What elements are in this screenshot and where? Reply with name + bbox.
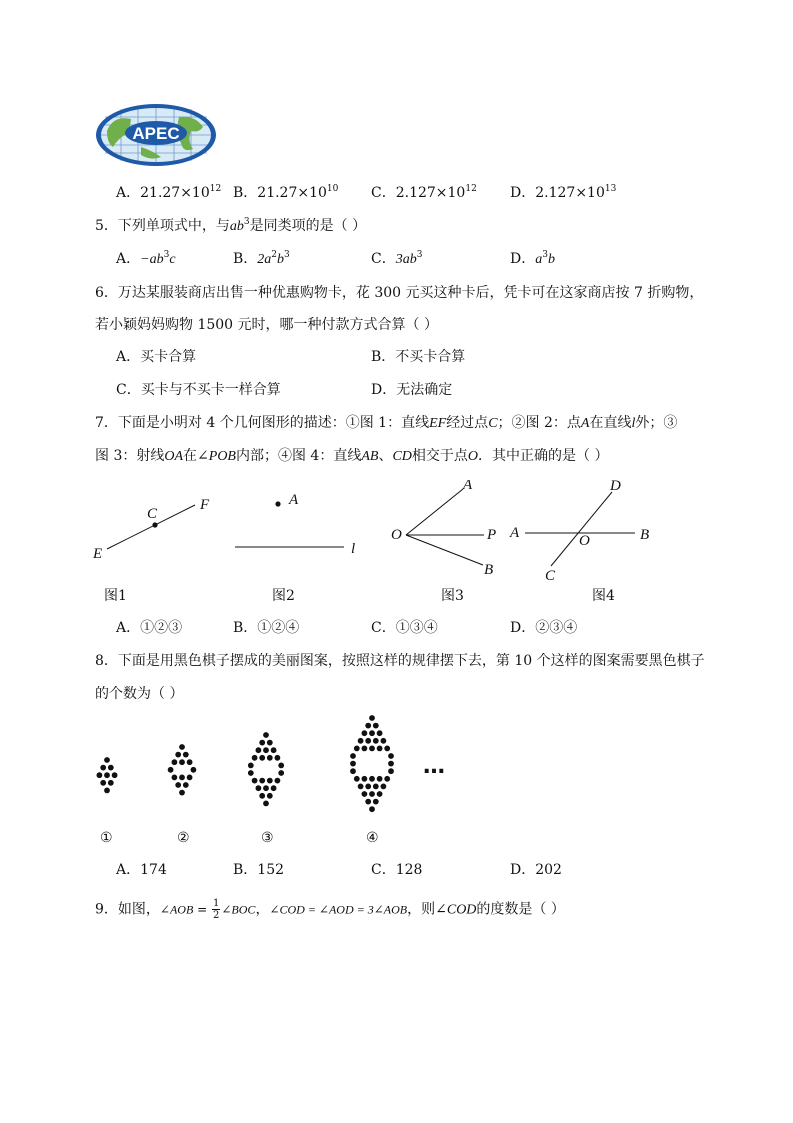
q7-stem-line2: 图 3：射线OA在∠POB内部；④图 4：直线AB、CD相交于点O．其中正确的是（ ） (95, 448, 609, 464)
pattern-3-stone (256, 747, 262, 753)
pattern-3-stone (248, 770, 254, 776)
pattern-2-stone (179, 775, 185, 781)
q9-stem: 9．如图，∠AOB = $\frac{1}{2}$ ∠BOC，∠COD = ∠AOD = 3∠AOB，则∠COD的度数是（ ） (95, 898, 565, 921)
pattern-3-stone (267, 793, 273, 799)
pattern-2-stone (179, 790, 185, 796)
fig4-label-o: O (579, 533, 590, 549)
pattern-3-stone (263, 747, 269, 753)
fig2-caption: 图2 (272, 588, 295, 604)
q4-option-d[interactable]: D．$2.127\times 10^{13}$ (510, 184, 617, 201)
fig4-label-c: C (545, 568, 556, 584)
pattern-4-stone (365, 799, 371, 805)
pattern-4-stone (365, 723, 371, 729)
pattern-2-stone (175, 782, 181, 788)
q4-option-a[interactable]: A．$21.27\times 10^{12}$ (116, 184, 222, 201)
pattern-1-stone (108, 765, 114, 771)
fig3-label-o: O (391, 527, 402, 543)
q7-stem-line1: 7．下面是小明对 4 个几何图形的描述：①图 1：直线EF经过点C；②图 2：点A在直线l外；③ (95, 415, 678, 431)
pattern-4-stone (362, 776, 368, 782)
pattern-label-2: ② (177, 830, 190, 846)
pattern-3-stone (271, 785, 277, 791)
fig1-label-e: E (93, 546, 103, 562)
pattern-4-stone (365, 738, 371, 744)
pattern-3-stone (267, 778, 273, 784)
fig3-ray-oa (406, 489, 463, 535)
pattern-3-stone (252, 778, 258, 784)
pattern-label-4: ④ (366, 830, 379, 846)
fig2-point-a (275, 501, 280, 506)
pattern-3-stone (259, 778, 265, 784)
q6-option-d[interactable]: D．无法确定 (371, 382, 453, 398)
pattern-4-stone (381, 784, 387, 790)
pattern-2-stone (179, 759, 185, 765)
pattern-4-stone (362, 791, 368, 797)
pattern-4-stone (388, 753, 394, 759)
q8-option-b[interactable]: B．152 (233, 862, 285, 878)
pattern-3-stone (275, 755, 281, 761)
q7-option-c[interactable]: C．①③④ (371, 620, 438, 636)
pattern-4-stone (377, 791, 383, 797)
pattern-3-stone (259, 793, 265, 799)
pattern-4-stone (362, 746, 368, 752)
fig4-label-b: B (640, 527, 650, 543)
fig1-point-c (152, 522, 157, 527)
pattern-2-stone (191, 767, 197, 773)
pattern-4-stone (377, 746, 383, 752)
pattern-4-stone (369, 730, 375, 736)
q6-option-a[interactable]: A．买卡合算 (116, 349, 197, 365)
q7-option-d[interactable]: D．②③④ (510, 620, 578, 636)
fig3-ray-ob (406, 535, 483, 565)
pattern-3-stone (278, 770, 284, 776)
pattern-4-stone (373, 738, 379, 744)
pattern-1-stone (100, 765, 106, 771)
pattern-1-stone (104, 757, 110, 763)
q6-option-b[interactable]: B．不买卡合算 (371, 349, 466, 365)
pattern-4-stone (377, 730, 383, 736)
pattern-label-3: ③ (261, 830, 274, 846)
pattern-3-stone (267, 740, 273, 746)
fig4-line-cd (551, 492, 612, 566)
pattern-label-1: ① (100, 830, 113, 846)
pattern-1-stone (100, 780, 106, 786)
fig1-label-c: C (147, 506, 158, 522)
fig1-caption: 图1 (104, 588, 127, 604)
pattern-4-stone (350, 753, 356, 759)
pattern-2-stone (183, 782, 189, 788)
pattern-4-stone (369, 806, 375, 812)
pattern-1-stone (104, 772, 110, 778)
pattern-4-stone (369, 715, 375, 721)
pattern-4-stone (388, 761, 394, 767)
pattern-3-stone (259, 755, 265, 761)
fig3-label-b: B (484, 562, 494, 578)
pattern-4-stone (350, 768, 356, 774)
pattern-3-stone (263, 785, 269, 791)
pattern-2-stone (172, 775, 178, 781)
q8-stem-line1: 8．下面是用黑色棋子摆成的美丽图案，按照这样的规律摆下去，第 10 个这样的图案需要黑色棋子 (95, 653, 705, 669)
fig4-label-a: A (510, 525, 520, 541)
pattern-4-stone (373, 799, 379, 805)
pattern-4-stone (365, 784, 371, 790)
pattern-4-stone (354, 746, 360, 752)
q5-option-a[interactable]: A．$-ab^3c$ (116, 250, 176, 267)
pattern-4-stone (384, 776, 390, 782)
q8-option-a[interactable]: A．174 (116, 862, 167, 878)
pattern-4-stone (381, 738, 387, 744)
pattern-3-stone (259, 740, 265, 746)
pattern-4-stone (373, 784, 379, 790)
q9-fraction: $\frac{1}{2}$ (213, 898, 220, 921)
pattern-4-stone (354, 776, 360, 782)
pattern-3-stone (263, 732, 269, 738)
pattern-1-stone (112, 772, 118, 778)
q4-option-c[interactable]: C．$2.127\times 10^{12}$ (371, 184, 477, 201)
pattern-4-stone (369, 776, 375, 782)
q5-option-d[interactable]: D．$a^3b$ (510, 250, 555, 267)
pattern-3-stone (278, 763, 284, 769)
fig2-label-l: l (351, 541, 356, 557)
fig3-caption: 图3 (441, 588, 464, 604)
q8-option-c[interactable]: C．128 (371, 862, 423, 878)
q4-option-b[interactable]: B．$21.27\times 10^{10}$ (233, 184, 339, 201)
q7-figures (85, 480, 725, 600)
fig3-label-p: P (487, 527, 497, 543)
pattern-2-stone (187, 775, 193, 781)
pattern-2-stone (183, 752, 189, 758)
pattern-4-stone (377, 776, 383, 782)
q5-option-b[interactable]: B．$2a^2b^3$ (233, 250, 290, 267)
q8-option-d[interactable]: D．202 (510, 862, 562, 878)
pattern-2-stone (172, 759, 178, 765)
pattern-1-stone (104, 788, 110, 794)
q8-ellipsis: … (423, 754, 445, 779)
q7-option-b[interactable]: B．①②④ (233, 620, 300, 636)
fig4-label-d: D (610, 480, 621, 494)
pattern-3-stone (248, 763, 254, 769)
q5-stem: 5．下列单项式中，与$ab^3$是同类项的是（ ） (95, 217, 367, 234)
pattern-4-stone (369, 791, 375, 797)
pattern-4-stone (358, 784, 364, 790)
fig2-label-a: A (289, 492, 299, 508)
pattern-1-stone (108, 780, 114, 786)
pattern-2-stone (168, 767, 174, 773)
pattern-3-stone (267, 755, 273, 761)
pattern-4-stone (369, 746, 375, 752)
fig3-label-a: A (463, 480, 473, 493)
fig1-label-f: F (200, 497, 210, 513)
pattern-2-stone (187, 759, 193, 765)
q5-option-c[interactable]: C．$3ab^3$ (371, 250, 423, 267)
apec-logo (95, 103, 217, 167)
q8-stem-line2: 的个数为（ ） (95, 686, 184, 702)
q6-stem-line1: 6．万达某服装商店出售一种优惠购物卡，花 300 元买这种卡后，凭卡可在这家商店按 7 折购物， (95, 285, 704, 301)
pattern-2-stone (179, 744, 185, 750)
pattern-4-stone (358, 738, 364, 744)
pattern-1-stone (97, 772, 103, 778)
pattern-4-stone (388, 768, 394, 774)
pattern-3-stone (275, 778, 281, 784)
q6-stem-line2: 若小颖妈妈购物 1500 元时，哪一种付款方式合算（ ） (95, 317, 438, 333)
q7-option-a[interactable]: A．①②③ (116, 620, 183, 636)
pattern-4-stone (362, 730, 368, 736)
pattern-3-stone (252, 755, 258, 761)
apec-logo-text: APEC (132, 124, 180, 143)
pattern-2-stone (175, 752, 181, 758)
pattern-4-stone (384, 746, 390, 752)
fig4-caption: 图4 (592, 588, 615, 604)
q8-patterns (85, 705, 465, 825)
pattern-3-stone (263, 801, 269, 807)
pattern-3-stone (271, 747, 277, 753)
q6-option-c[interactable]: C．买卡与不买卡一样合算 (116, 382, 281, 398)
pattern-4-stone (373, 723, 379, 729)
pattern-3-stone (256, 785, 262, 791)
pattern-4-stone (350, 761, 356, 767)
